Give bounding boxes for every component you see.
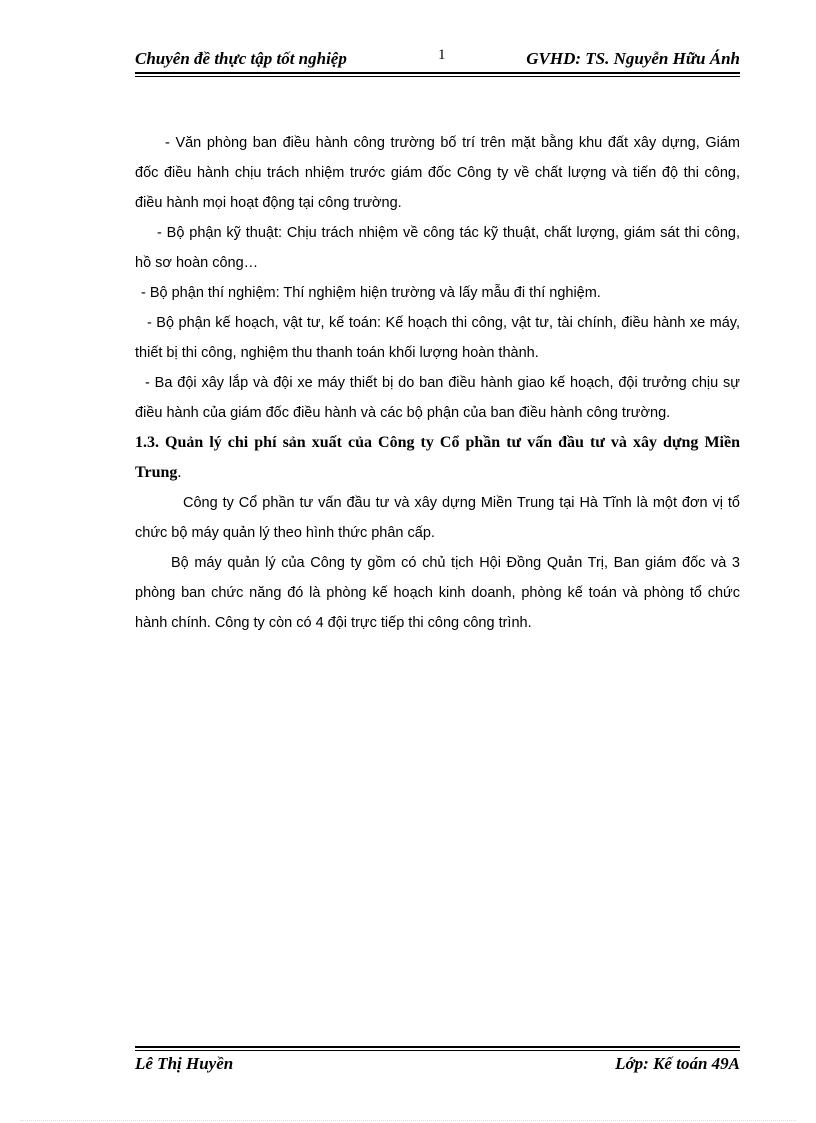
footer-rule-thin xyxy=(135,1050,740,1051)
paragraph-lab: - Bộ phận thí nghiệm: Thí nghiệm hiện trường và lấy mẫu đi thí nghiệm. xyxy=(141,285,601,301)
header-rule xyxy=(135,72,740,74)
footer-rule xyxy=(135,1046,740,1048)
page-bottom-divider xyxy=(20,1120,796,1121)
page-footer xyxy=(135,1054,740,1078)
paragraph-planning: - Bộ phận kế hoạch, vật tư, kế toán: Kế hoạch thi công, vật tư, tài chính, điều hành xe máy, thiết bị thi công, nghiệm thu thanh toán khối lượng hoàn thành. xyxy=(135,315,740,361)
section-heading-period: . xyxy=(177,464,182,481)
header-title: Chuyên đề thực tập tốt nghiệp xyxy=(135,49,347,68)
paragraph-office: - Văn phòng ban điều hành công trường bố trí trên mặt bằng khu đất xây dựng, Giám đốc điều hành chịu trách nhiệm trước giám đốc Công ty về chất lượng và tiến độ thi công, điều hành mọi hoạt động tại công trường. xyxy=(135,135,740,211)
paragraph-technical: - Bộ phận kỹ thuật: Chịu trách nhiệm về công tác kỹ thuật, chất lượng, giám sát thi công, hồ sơ hoàn công… xyxy=(135,225,740,271)
section-heading-text: 1.3. Quản lý chi phí sản xuất của Công ty Cổ phần tư vấn đầu tư và xây dựng Miền Trung xyxy=(135,434,740,481)
paragraph-company: Công ty Cổ phần tư vấn đầu tư và xây dựng Miền Trung tại Hà Tĩnh là một đơn vị tổ chức bộ máy quản lý theo hình thức phân cấp. xyxy=(135,495,740,541)
header-rule-thin xyxy=(135,76,740,77)
page-content xyxy=(135,128,740,638)
paragraph-teams: - Ba đội xây lắp và đội xe máy thiết bị do ban điều hành giao kế hoạch, đội trưởng chịu sự điều hành của giám đốc điều hành và các bộ phận của ban điều hành công trường. xyxy=(135,375,740,421)
footer-author: Lê Thị Huyền xyxy=(135,1054,234,1073)
section-heading xyxy=(135,428,740,488)
page-header xyxy=(135,47,740,71)
paragraph-management: Bộ máy quản lý của Công ty gồm có chủ tịch Hội Đồng Quản Trị, Ban giám đốc và 3 phòng ban chức năng đó là phòng kế hoạch kinh doanh, phòng kế toán và phòng tổ chức hành chính. Công ty còn có 4 đội trực tiếp thi công công trình. xyxy=(135,555,740,631)
page-number: 1 xyxy=(438,47,446,63)
footer-class: Lớp: Kế toán 49A xyxy=(615,1054,740,1073)
header-advisor: GVHD: TS. Nguyễn Hữu Ánh xyxy=(526,49,740,68)
